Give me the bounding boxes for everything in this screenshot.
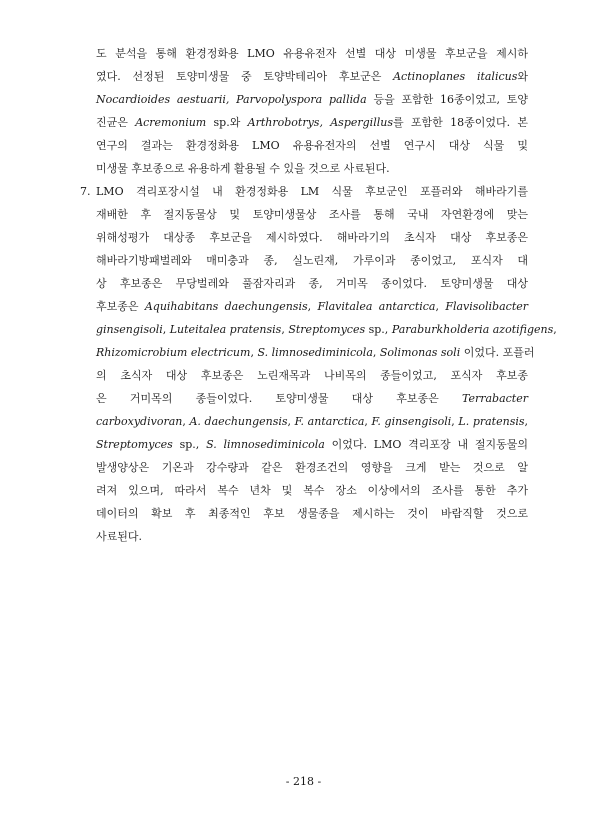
text-line: 려져 있으며, 따라서 복수 년차 및 복수 장소 이상에서의 조사를 통한 추가: [96, 484, 528, 497]
text-line: 미생물 후보종으로 유용하게 활용될 수 있을 것으로 사료된다.: [96, 162, 390, 175]
text-line: 였다. 선정된 토양미생물 중 토양박테리아 후보군은 Actinoplanes italicus와: [96, 70, 529, 83]
text-line: Rhizomicrobium electricum, S. limnosediminicola, Solimonas soli 이었다. 포플러: [96, 346, 535, 359]
text-line: 후보종은 Aquihabitans daechungensis, Flavitalea antarctica, Flavisolibacter: [96, 300, 529, 313]
text-line: 재배한 후 절지동물상 및 토양미생물상 조사를 통해 국내 자연환경에 맞는: [96, 208, 528, 221]
item-number: 7.: [80, 185, 91, 198]
text-line: 은 거미목의 종들이었다. 토양미생물 대상 후보종은 Terrabacter: [96, 392, 528, 405]
text-line: 도 분석을 통해 환경정화용 LMO 유용유전자 선별 대상 미생물 후보군을 제시하: [96, 47, 528, 60]
text-line: ginsengisoli, Luteitalea pratensis, Streptomyces sp., Paraburkholderia azotifigens,: [96, 323, 557, 336]
text-line: 연구의 결과는 환경정화용 LMO 유용유전자의 선별 연구시 대상 식물 및: [96, 139, 528, 152]
text-line: carboxydivoran, A. daechungensis, F. antarctica, F. ginsengisoli, L. pratensis,: [96, 415, 529, 428]
text-line: Streptomyces sp., S. limnosediminicola 이었다. LMO 격리포장 내 절지동물의: [96, 438, 528, 451]
page-number: - 218 -: [285, 775, 322, 788]
text-line: 위해성평가 대상종 후보군을 제시하였다. 해바라기의 초식자 대상 후보종은: [96, 231, 528, 244]
text-line: 발생양상은 기온과 강수량과 같은 환경조건의 영향을 크게 받는 것으로 알: [96, 461, 528, 474]
text-line: 해바라기방패벌레와 매미충과 종, 실노린재, 가루이과 종이었고, 포식자 대: [96, 254, 528, 267]
text-line: 의 초식자 대상 후보종은 노린재목과 나비목의 종들이었고, 포식자 후보종: [96, 369, 528, 382]
text-line: 데이터의 확보 후 최종적인 후보 생물종을 제시하는 것이 바람직할 것으로: [96, 507, 528, 520]
text-line: 사료된다.: [96, 530, 143, 543]
text-line: 진균은 Acremonium sp.와 Arthrobotrys, Aspergillus를 포함한 18종이었다. 본: [96, 116, 528, 129]
text-line: LMO 격리포장시설 내 환경정화용 LM 식물 후보군인 포플러와 해바라기를: [96, 185, 528, 198]
text-line: Nocardioides aestuarii, Parvopolyspora pallida 등을 포함한 16종이었고, 토양: [96, 93, 529, 106]
text-line: 상 후보종은 무당벌레와 풀잠자리과 종, 거미목 종이었다. 토양미생물 대상: [96, 277, 528, 290]
